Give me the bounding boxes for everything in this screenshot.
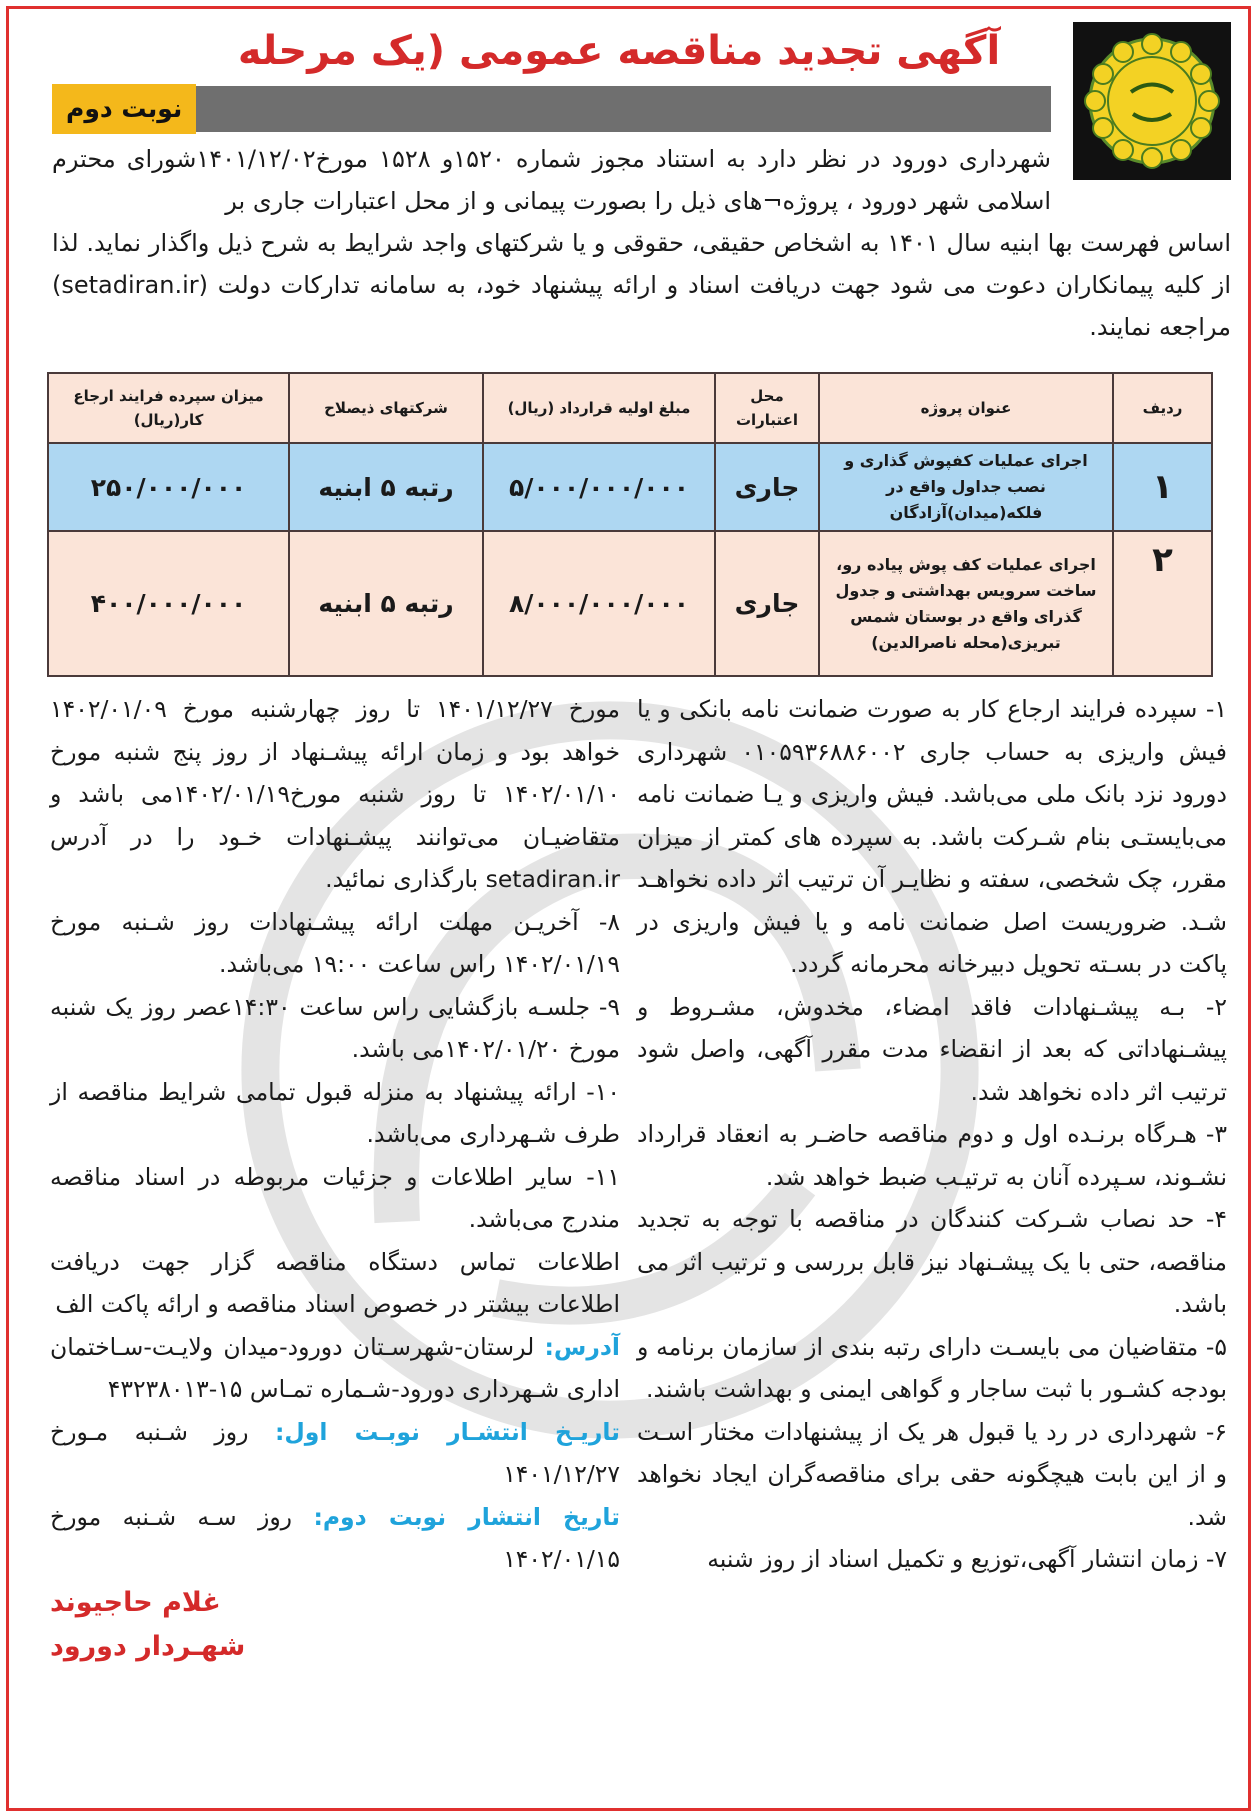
- table-row: [48, 443, 1212, 531]
- condition-3: ۳- هـرگاه برنـده اول و دوم مناقصه حاضـر به انعقاد قرارداد نشـوند، سـپرده آنان به ترتیـب ضبط خواهد شد.: [637, 1120, 1227, 1191]
- deposit-amount: ۲۵۰/۰۰۰/۰۰۰: [48, 443, 289, 531]
- condition-2: ۲- بـه پیشـنهادات فاقد امضاء، مخدوش، مشـروط و پیشـنهاداتی که بعد از انقضاء مدت مقرر آگهی، واصل شود ترتیب اثر داده نخواهد شد.: [637, 992, 1227, 1106]
- intro-paragraph-1: شهرداری دورود در نظر دارد به استناد مجوز شماره ۱۵۲۰و ۱۵۲۸ مورخ۱۴۰۱/۱۲/۰۲شورای محترم اسلامی شهر دورود ، پروژه¬های ذیل را بصورت پیمانی و از محل اعتبارات جاری بر: [52, 145, 1051, 215]
- row-number: ۲: [1113, 531, 1212, 676]
- header-deposit-amount: میزان سپرده فرایند ارجاع کار(ریال): [48, 373, 289, 443]
- contract-amount: ۵/۰۰۰/۰۰۰/۰۰۰: [483, 443, 715, 531]
- contact-address: [50, 1326, 620, 1411]
- condition-5: ۵- متقاضیان می بایسـت دارای رتبه بندی از سازمان برنامه و بودجه کشـور با ثبت ساجار و گواهی ایمنی و بهداشت باشند.: [637, 1332, 1227, 1403]
- second-publication-label: تاریخ انتشار نوبت دوم:: [313, 1502, 620, 1531]
- project-title: اجرای عملیات کفپوش گذاری و نصب جداول واقع در فلکه(میدان)آزادگان: [819, 443, 1113, 531]
- second-publication: [50, 1496, 620, 1581]
- second-publication-date: روز سـه شـنبه مورخ ۱۴۰۲/۰۱/۱۵: [50, 1502, 620, 1573]
- condition-6: ۶- شهرداری در رد یا قبول هر یک از پیشنهادات مختار اسـت و از این بابت هیچگونه حقی برای مناقصه‌گران ایجاد نخواهد شد.: [637, 1417, 1227, 1531]
- conditions-right-column: [637, 688, 1227, 1581]
- project-title: اجرای عملیات کف پوش پیاده رو، ساخت سرویس بهداشتی و جدول گذرای واقع در بوستان شمس تبریزی(محله ناصرالدین): [819, 531, 1113, 676]
- header-row-number: ردیف: [1113, 373, 1212, 443]
- condition-4: ۴- حد نصاب شـرکت کنندگان در مناقصه با توجه به تجدید مناقصه، حتی با یک پیشـنهاد نیز قابل بررسی و ترتیب اثر می باشد.: [637, 1205, 1227, 1318]
- row-number: ۱: [1113, 443, 1212, 531]
- condition-10: ۱۰- ارائه پیشنهاد به منزله قبول تمامی شرایط مناقصه از طرف شـهرداری می‌باشد.: [50, 1077, 620, 1148]
- contact-intro: اطلاعات تماس دستگاه مناقصه گزار جهت دریافت اطلاعات بیشتر در خصوص اسناد مناقصه و ارائه پاکت الف: [50, 1247, 620, 1318]
- funding-source: جاری: [715, 443, 819, 531]
- condition-7: ۷- زمان انتشار آگهی،توزیع و تکمیل اسناد از روز شنبه: [707, 1545, 1227, 1573]
- condition-9: ۹- جلسـه بازگشایی راس ساعت ۱۴:۳۰عصر روز یک شنبه مورخ ۱۴۰۲/۰۱/۲۰می باشد.: [50, 992, 620, 1063]
- header-project-title: عنوان پروژه: [819, 373, 1113, 443]
- condition-11: ۱۱- سایر اطلاعات و جزئیات مربوطه در اسناد مناقصه مندرج می‌باشد.: [50, 1162, 620, 1233]
- funding-source: جاری: [715, 531, 819, 676]
- deposit-amount: ۴۰۰/۰۰۰/۰۰۰: [48, 531, 289, 676]
- contract-amount: ۸/۰۰۰/۰۰۰/۰۰۰: [483, 531, 715, 676]
- header-contract-amount: مبلغ اولیه قرارداد (ریال): [483, 373, 715, 443]
- intro-paragraph-2: اساس فهرست بها ابنیه سال ۱۴۰۱ به اشخاص حقیقی، حقوقی و یا شرکتهای واجد شرایط به شرح ذیل واگذار نماید. لذا از کلیه پیمانکاران دعوت می شود جهت دریافت اسناد و ارائه پیشنهاد خود، به سامانه تدارکات دولت (setadiran.ir) مراجعه نمایند.: [52, 229, 1231, 341]
- header-bar: [52, 86, 1051, 132]
- first-publication-label: تاریـخ انتشـار نوبـت اول:: [274, 1417, 620, 1446]
- conditions-left-column: [50, 688, 620, 1669]
- signer-name: غلام حاجیوند: [50, 1586, 221, 1618]
- address-text: لرستان-شهرسـتان دورود-میدان ولایـت-سـاختمان اداری شـهرداری دورود-شـماره تمـاس ۱۵-۴۳۲۳۸۰۱۳: [50, 1332, 620, 1403]
- company-grade: رتبه ۵ ابنیه: [289, 443, 483, 531]
- address-label: آدرس:: [544, 1332, 620, 1361]
- first-publication-date: روز شـنبه مـورخ ۱۴۰۱/۱۲/۲۷: [50, 1417, 620, 1488]
- condition-7-continued: مورخ ۱۴۰۱/۱۲/۲۷ تا روز چهارشنبه مورخ ۱۴۰۲/۰۱/۰۹ خواهد بود و زمان ارائه پیشـنهاد از روز پنج شنبه مورخ ۱۴۰۲/۰۱/۱۰ تا روز شنبه مورخ۱۴۰۲/۰۱/۱۹می باشد و متقاضیـان می‌توانند پیشـنهادات خـود را در آدرس setadiran.ir بارگذاری نمائید.: [50, 695, 620, 893]
- round-badge: نوبت دوم: [52, 84, 196, 134]
- condition-8: ۸- آخریـن مهلت ارائه پیشـنهادات روز شـنبه مورخ ۱۴۰۲/۰۱/۱۹ راس ساعت ۱۹:۰۰ می‌باشد.: [50, 907, 620, 978]
- table-row: [48, 531, 1212, 676]
- municipality-logo: [1073, 22, 1231, 180]
- header-funding-source: محل اعتبارات: [715, 373, 819, 443]
- projects-table: [47, 372, 1213, 677]
- header-qualified-companies: شرکتهای ذیصلاح: [289, 373, 483, 443]
- page-title: آگهی تجدید مناقصه عمومی (یک مرحله: [237, 28, 1001, 74]
- company-grade: رتبه ۵ ابنیه: [289, 531, 483, 676]
- condition-1: ۱- سپرده فرایند ارجاع کار به صورت ضمانت نامه بانکی و یا فیش واریزی به حساب جاری ۰۱۰۵۹۳۶۸۸۶۰۰۲ شهرداری دورود نزد بانک ملی می‌باشد. فیش واریزی و یـا ضمانت نامه می‌بایستـی بنام شـرکت باشد. به سپرده های کمتر از میزان مقرر، چک شخصی، سفته و نظایـر آن ترتیب اثر داده نخواهـد شـد. ضروریست اصل ضمانت نامه و یا فیش واریزی در پاکت در بسـته تحویل دبیرخانه محرمانه گردد.: [637, 695, 1228, 978]
- signer-position: شهـردار دورود: [50, 1630, 246, 1662]
- first-publication: [50, 1411, 620, 1496]
